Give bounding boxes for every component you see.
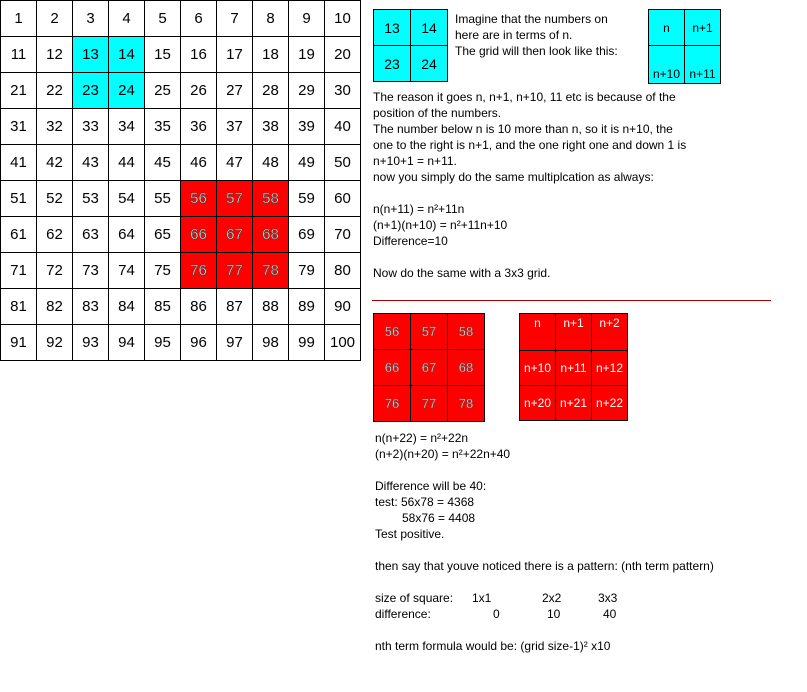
grid-cell: 18 (253, 37, 289, 73)
grid-cell: 73 (73, 253, 109, 289)
grid-cell: 31 (1, 109, 37, 145)
explanation-line: one to the right is n+1, and the one right one and down 1 is (373, 138, 687, 152)
grid-cell: 22 (37, 73, 73, 109)
grid-row (1, 217, 361, 253)
grid-cell: 25 (145, 73, 181, 109)
grid-cell: 91 (1, 325, 37, 361)
formula-line: n(n+11) = n²+11n (373, 202, 465, 216)
intro-line: here are in terms of n. (455, 28, 573, 42)
grid-row (1, 325, 361, 361)
grid-cell: 98 (253, 325, 289, 361)
grid-cell: 38 (253, 109, 289, 145)
grid-cell: 47 (217, 145, 253, 181)
grid-cell: 7 (217, 1, 253, 37)
next-step-text: Now do the same with a 3x3 grid. (373, 266, 551, 280)
grid-cell: 27 (217, 73, 253, 109)
difference-value: 0 (493, 607, 500, 621)
grid-cell: 34 (109, 109, 145, 145)
grid-cell: 20 (325, 37, 361, 73)
grid-cell: 36 (181, 109, 217, 145)
grid-cell: 23 (73, 73, 109, 109)
grid-cell: n (649, 10, 685, 46)
grid-cell: 57 (217, 181, 253, 217)
grid-cell: 43 (73, 145, 109, 181)
grid-cell: 87 (217, 289, 253, 325)
grid-cell: 16 (181, 37, 217, 73)
grid-cell: 24 (109, 73, 145, 109)
red-n-square (519, 313, 628, 421)
intro-line: Imagine that the numbers on (455, 12, 608, 26)
difference-value: 40 (603, 607, 617, 621)
grid-cell: 30 (325, 73, 361, 109)
grid-cell: 14 (109, 37, 145, 73)
grid-cell: 78 (253, 253, 289, 289)
grid-cell: 75 (145, 253, 181, 289)
intro-line: The grid will then look like this: (455, 44, 618, 58)
size-label: size of square: (375, 591, 454, 605)
grid-cell: 26 (181, 73, 217, 109)
grid-row (1, 145, 361, 181)
grid-cell: 29 (289, 73, 325, 109)
grid-cell: 50 (325, 145, 361, 181)
grid-cell: 40 (325, 109, 361, 145)
grid-cell: 81 (1, 289, 37, 325)
formula-line: (n+2)(n+20) = n²+22n+40 (375, 447, 511, 461)
grid-cell: 13 (73, 37, 109, 73)
grid-cell: 9 (289, 1, 325, 37)
grid-cell: n+1 (556, 314, 592, 351)
grid-cell: 70 (325, 217, 361, 253)
grid-cell: 17 (217, 37, 253, 73)
grid-cell: 46 (181, 145, 217, 181)
grid-cell: 57 (411, 314, 448, 350)
grid-cell: 67 (217, 217, 253, 253)
size-value: 1x1 (472, 591, 492, 605)
grid-cell: 97 (217, 325, 253, 361)
grid-cell: 96 (181, 325, 217, 361)
grid-cell: 5 (145, 1, 181, 37)
grid-cell: 44 (109, 145, 145, 181)
grid-cell: 58 (448, 314, 485, 350)
grid-cell: 49 (289, 145, 325, 181)
grid-cell: n+11 (685, 46, 721, 84)
grid-cell: 89 (289, 289, 325, 325)
grid-cell: 39 (289, 109, 325, 145)
test-result: Test positive. (375, 527, 445, 541)
grid-cell: 99 (289, 325, 325, 361)
grid-cell: 58 (253, 181, 289, 217)
grid-cell: 53 (73, 181, 109, 217)
grid-row (1, 73, 361, 109)
grid-cell: 93 (73, 325, 109, 361)
formula-text (373, 201, 507, 249)
explanation-line: n+10+1 = n+11. (373, 154, 457, 168)
grid-cell: 19 (289, 37, 325, 73)
grid-cell: 68 (448, 350, 485, 386)
explanation-line: now you simply do the same multiplcation as always: (373, 170, 654, 184)
intro-text (455, 11, 618, 59)
grid-cell: 100 (325, 325, 361, 361)
grid-cell: 24 (411, 46, 448, 82)
grid-cell: 52 (37, 181, 73, 217)
grid-cell: 69 (289, 217, 325, 253)
grid-cell: 13 (374, 10, 411, 46)
section-divider (372, 300, 771, 301)
grid-cell: 55 (145, 181, 181, 217)
grid-cell: 54 (109, 181, 145, 217)
grid-cell: 11 (1, 37, 37, 73)
grid-cell: 74 (109, 253, 145, 289)
grid-cell: n (520, 314, 556, 351)
cyan-n-square (648, 9, 721, 84)
grid-cell: 90 (325, 289, 361, 325)
explanation-line: The number below n is 10 more than n, so it is n+10, the (373, 122, 673, 136)
grid-cell: 95 (145, 325, 181, 361)
grid-cell: 2 (37, 1, 73, 37)
grid-row (1, 253, 361, 289)
grid-cell: 45 (145, 145, 181, 181)
grid-cell: 32 (37, 109, 73, 145)
grid-cell: 79 (289, 253, 325, 289)
red-number-square (373, 313, 485, 422)
grid-row (1, 181, 361, 217)
test-line-2: 58x76 = 4408 (402, 511, 476, 525)
grid-cell: 85 (145, 289, 181, 325)
grid-cell: 4 (109, 1, 145, 37)
formula-line: n(n+22) = n²+22n (375, 431, 469, 445)
grid-row (1, 109, 361, 145)
grid-cell: 23 (374, 46, 411, 82)
grid-cell: 66 (181, 217, 217, 253)
grid-cell: n+11 (556, 351, 592, 386)
grid-cell: 65 (145, 217, 181, 253)
grid-cell: 41 (1, 145, 37, 181)
grid-cell: 56 (181, 181, 217, 217)
grid-cell: 35 (145, 109, 181, 145)
grid-cell: 12 (37, 37, 73, 73)
grid-cell: 66 (374, 350, 411, 386)
grid-cell: 77 (217, 253, 253, 289)
grid-cell: 78 (448, 386, 485, 422)
difference-label: difference: (375, 607, 431, 621)
grid-cell: 37 (217, 109, 253, 145)
grid-cell: 42 (37, 145, 73, 181)
grid-cell: 94 (109, 325, 145, 361)
formula-line: (n+1)(n+10) = n²+11n+10 (373, 218, 508, 232)
grid-cell: 3 (73, 1, 109, 37)
grid-cell: 88 (253, 289, 289, 325)
grid-cell: 72 (37, 253, 73, 289)
grid-cell: n+21 (556, 386, 592, 421)
grid-cell: 67 (411, 350, 448, 386)
pattern-text: then say that youve noticed there is a pattern: (nth term pattern) (375, 559, 714, 573)
grid-cell: 33 (73, 109, 109, 145)
grid-cell: 60 (325, 181, 361, 217)
grid-cell: 28 (253, 73, 289, 109)
grid-cell: 62 (37, 217, 73, 253)
number-grid (0, 0, 361, 361)
grid-cell: n+20 (520, 386, 556, 421)
grid-cell: n+22 (592, 386, 628, 421)
grid-cell: 84 (109, 289, 145, 325)
grid-cell: 51 (1, 181, 37, 217)
formula-line: Difference=10 (373, 234, 448, 248)
grid-cell: 92 (37, 325, 73, 361)
formula-text-3x3 (375, 430, 510, 462)
grid-cell: n+2 (592, 314, 628, 351)
grid-cell: n+12 (592, 351, 628, 386)
grid-cell: 21 (1, 73, 37, 109)
grid-cell: 48 (253, 145, 289, 181)
grid-cell: 63 (73, 217, 109, 253)
grid-cell: 56 (374, 314, 411, 350)
explanation-line: The reason it goes n, n+1, n+10, 11 etc is because of the (373, 90, 676, 104)
grid-cell: 76 (374, 386, 411, 422)
grid-row (1, 1, 361, 37)
grid-cell: n+10 (520, 351, 556, 386)
grid-cell: 64 (109, 217, 145, 253)
explanation-text (373, 89, 686, 185)
test-line-1: test: 56x78 = 4368 (375, 495, 475, 509)
grid-cell: 80 (325, 253, 361, 289)
grid-cell: 1 (1, 1, 37, 37)
grid-cell: 77 (411, 386, 448, 422)
grid-cell: 61 (1, 217, 37, 253)
cyan-number-square (373, 9, 448, 82)
grid-cell: n+1 (685, 10, 721, 46)
grid-cell: 10 (325, 1, 361, 37)
difference-value: 10 (547, 607, 561, 621)
grid-cell: 86 (181, 289, 217, 325)
explanation-line: position of the numbers. (373, 106, 502, 120)
grid-cell: 76 (181, 253, 217, 289)
grid-cell: 71 (1, 253, 37, 289)
grid-cell: 68 (253, 217, 289, 253)
grid-cell: 14 (411, 10, 448, 46)
grid-row (1, 289, 361, 325)
grid-cell: 6 (181, 1, 217, 37)
grid-cell: 59 (289, 181, 325, 217)
grid-cell: 8 (253, 1, 289, 37)
grid-cell: 15 (145, 37, 181, 73)
size-value: 3x3 (598, 591, 618, 605)
difference-text: Difference will be 40: (375, 479, 487, 493)
grid-row (1, 37, 361, 73)
grid-cell: n+10 (649, 46, 685, 84)
grid-cell: 82 (37, 289, 73, 325)
grid-cell: 83 (73, 289, 109, 325)
size-value: 2x2 (542, 591, 562, 605)
nth-term-text: nth term formula would be: (grid size-1)² x10 (375, 639, 611, 653)
